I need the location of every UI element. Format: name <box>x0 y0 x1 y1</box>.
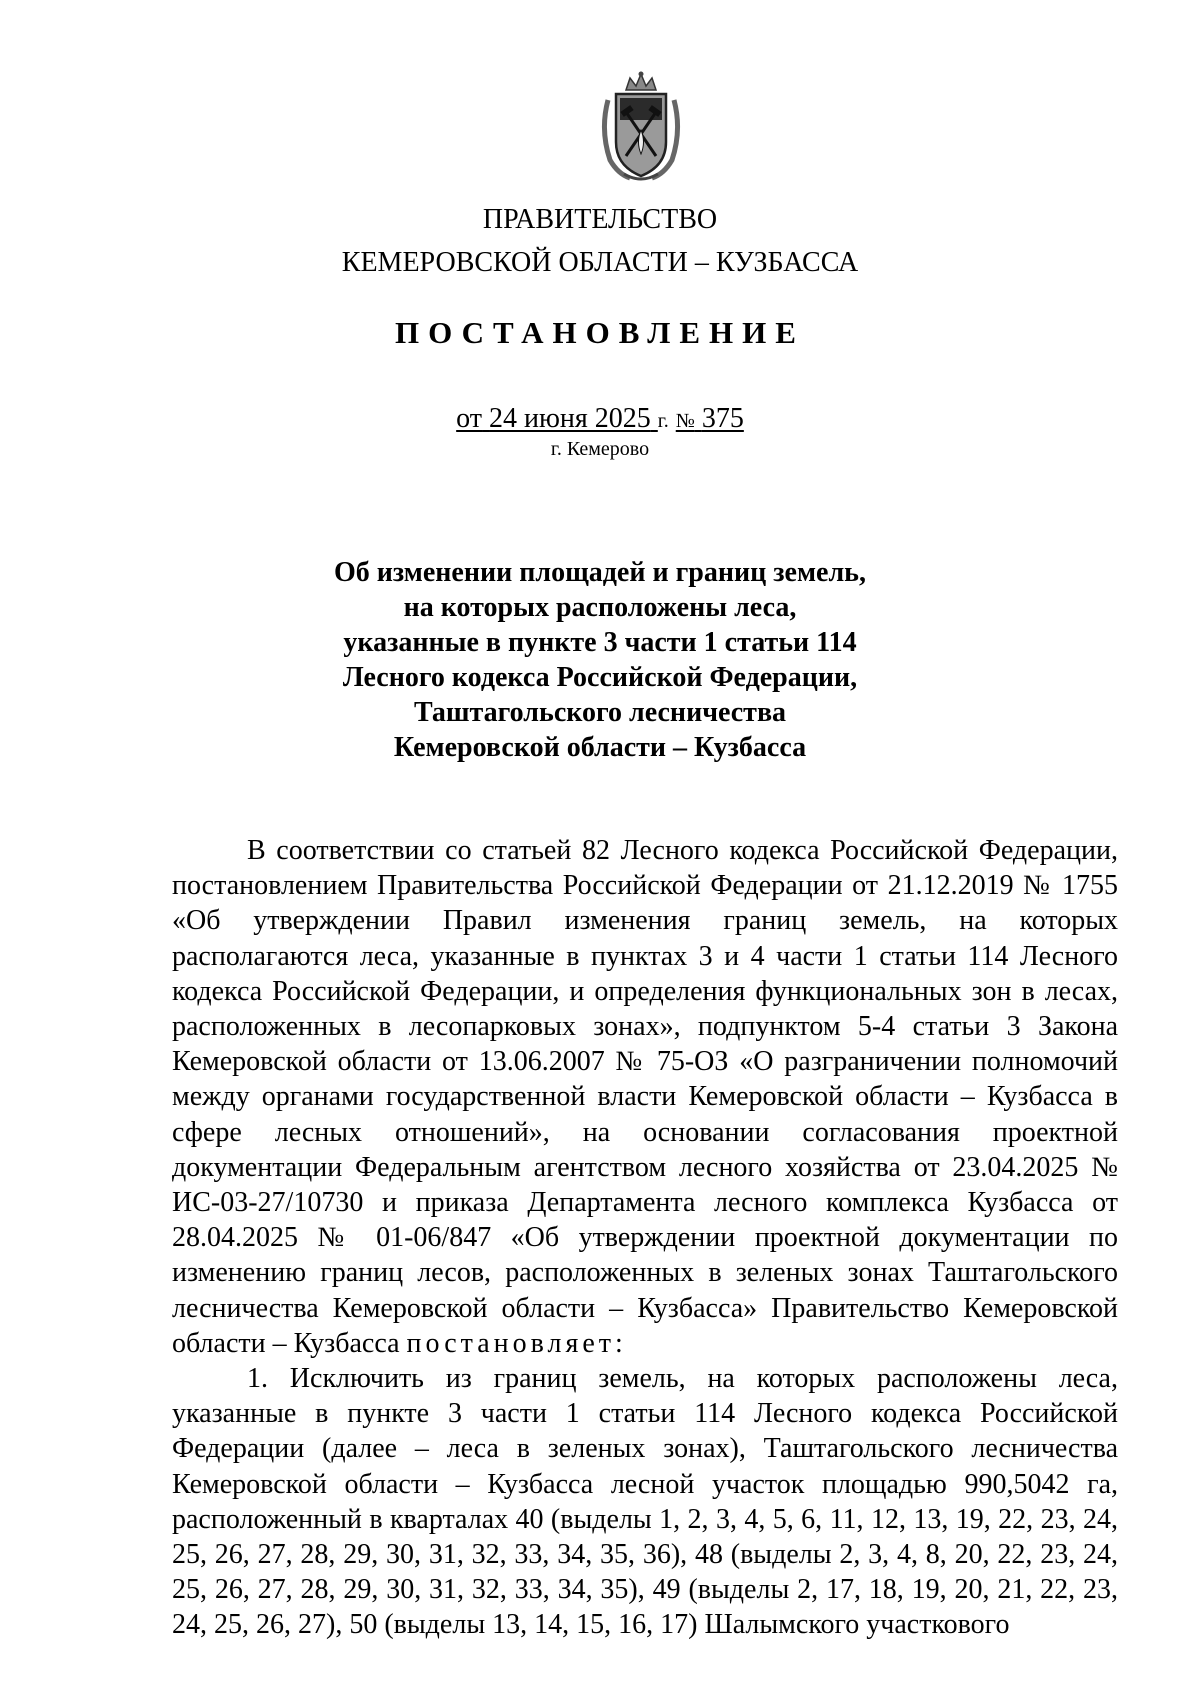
document-body <box>172 833 1118 1643</box>
city-label: г. Кемерово <box>550 438 650 460</box>
year-suffix: г. <box>657 410 669 432</box>
document-heading <box>0 555 1200 765</box>
heading-line: Кемеровской области – Кузбасса <box>393 732 807 763</box>
heading-line: Таштагольского лесничества <box>413 697 787 728</box>
document-type-title: ПОСТАНОВЛЕНИЕ <box>395 315 805 350</box>
resolution-verb: постановляет: <box>406 1327 627 1359</box>
heading-line: Об изменении площадей и границ земель, <box>334 557 866 588</box>
date-field: от 24 июня 2025 <box>456 403 651 434</box>
government-name-line1: ПРАВИТЕЛЬСТВО <box>482 204 718 235</box>
heading-line: указанные в пункте 3 части 1 статьи 114 <box>343 627 857 658</box>
date-number-line <box>0 402 1200 438</box>
coat-of-arms-icon <box>596 70 686 186</box>
heading-line: на которых расположены леса, <box>403 592 797 623</box>
preamble-paragraph: В соответствии со статьей 82 Лесного кодекса Российской Федерации, постановлением Правительства Российской Федерации от 21.12.2019 № 1755 «Об утверждении Правил изменения границ земель, на которых располагаются леса, указанные в пунктах 3 и 4 части 1 статьи 114 Лесного кодекса Российской Федерации, и определения функциональных зон в лесах, расположенных в лесопарковых зонах», подпунктом 5-4 статьи 3 Закона Кемеровской области от 13.06.2007 № 75-ОЗ «О разграничении полномочий между органами государственной власти Кемеровской области – Кузбасса в сфере лесных отношений», на основании согласования проектной документации Федеральным агентством лесного хозяйства от 23.04.2025 № ИС-03-27/10730 и приказа Департамента лесного комплекса Кузбасса от 28.04.2025 № 01-06/847 «Об утверждении проектной документации по изменению границ лесов, расположенных в зеленых зонах Таштагольского лесничества Кемеровской области – Кузбасса» Правительство Кемеровской области – Кузбасса постановляет: <box>172 835 1118 1359</box>
government-name-line2: КЕМЕРОВСКОЙ ОБЛАСТИ – КУЗБАССА <box>341 247 859 278</box>
number-field: № 375 <box>675 403 744 434</box>
clause-1-paragraph: 1. Исключить из границ земель, на которых расположены леса, указанные в пункте 3 части 1 статьи 114 Лесного кодекса Российской Федерации (далее – леса в зеленых зонах), Таштагольского лесничества Кемеровской области – Кузбасса лесной участок площадью 990,5042 га, расположенный в кварталах 40 (выделы 1, 2, 3, 4, 5, 6, 11, 12, 13, 19, 22, 23, 24, 25, 26, 27, 28, 29, 30, 31, 32, 33, 34, 35, 36), 48 (выделы 2, 3, 4, 8, 20, 22, 23, 24, 25, 26, 27, 28, 29, 30, 31, 32, 33, 34, 35), 49 (выделы 2, 17, 18, 19, 20, 21, 22, 23, 24, 25, 26, 27), 50 (выделы 13, 14, 15, 16, 17) Шалымского участкового <box>172 1363 1118 1641</box>
heading-line: Лесного кодекса Российской Федерации, <box>342 662 858 693</box>
